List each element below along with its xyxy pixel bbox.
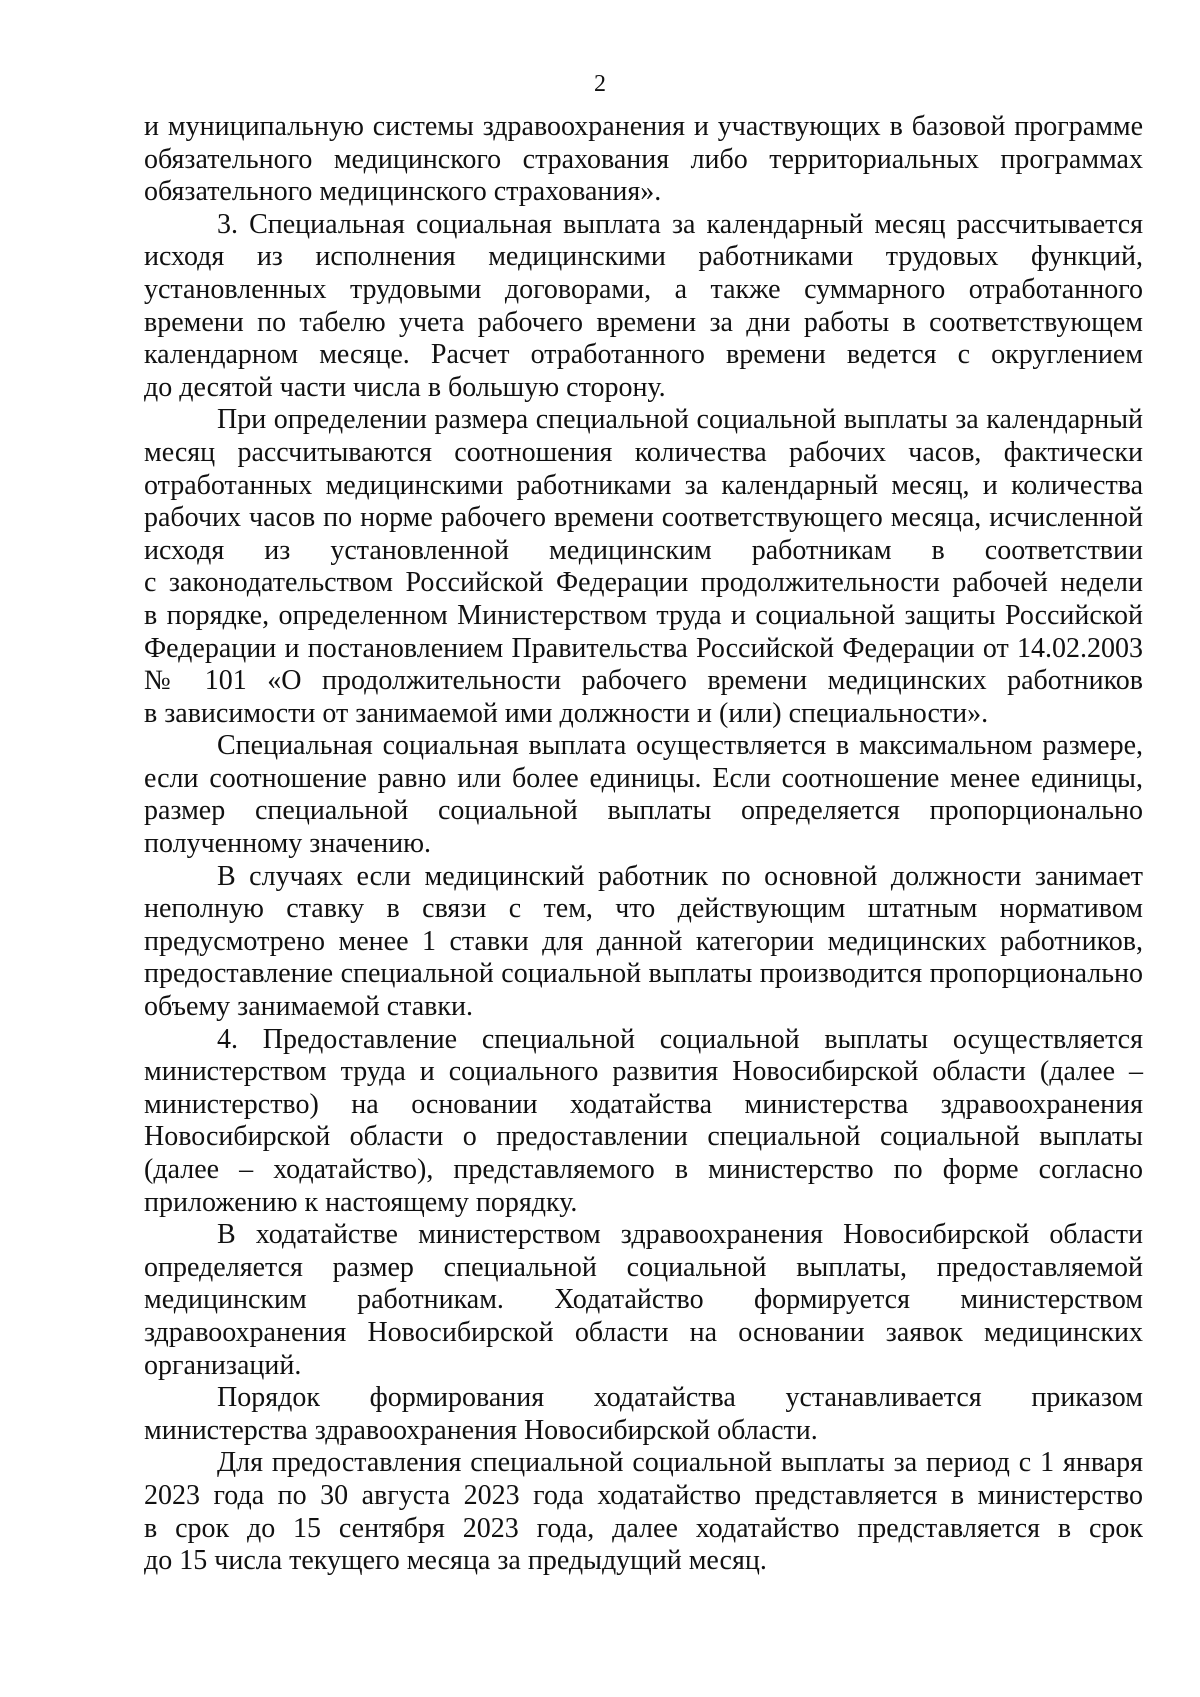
- text-line: в порядке, определенном Министерством труда и социальной защиты Российской: [144, 599, 1143, 631]
- text-line: в зависимости от занимаемой ими должности и (или) специальности».: [144, 697, 989, 729]
- text-line: приложению к настоящему порядку.: [144, 1186, 578, 1218]
- text-line: Специальная социальная выплата осуществляется в максимальном размере,: [217, 730, 1143, 762]
- text-line: если соотношение равно или более единицы. Если соотношение менее единицы,: [144, 762, 1143, 794]
- paragraph: [144, 209, 1143, 405]
- text-line: министерством труда и социального развития Новосибирской области (далее –: [144, 1056, 1143, 1088]
- text-line: отработанных медицинскими работниками за календарный месяц, и количества: [144, 469, 1143, 501]
- page-number: 2: [594, 71, 606, 97]
- text-line: В случаях если медицинский работник по основной должности занимает: [217, 860, 1143, 892]
- paragraph: [144, 1447, 1143, 1577]
- paragraph: [144, 1219, 1143, 1382]
- text-line: размер специальной социальной выплаты определяется пропорционально: [144, 795, 1143, 827]
- text-line: исходя из установленной медицинским работникам в соответствии: [144, 534, 1143, 566]
- text-line: предусмотрено менее 1 ставки для данной категории медицинских работников,: [144, 925, 1143, 957]
- text-line: 4. Предоставление специальной социальной выплаты осуществляется: [217, 1023, 1143, 1055]
- text-line: (далее – ходатайство), представляемого в министерство по форме согласно: [144, 1154, 1143, 1185]
- text-line: организаций.: [144, 1349, 302, 1381]
- paragraph: [144, 730, 1143, 860]
- text-line: 2023 года по 30 августа 2023 года ходатайство представляется в министерство: [144, 1479, 1143, 1511]
- paragraph: [144, 111, 1143, 209]
- text-line: 3. Специальная социальная выплата за календарный месяц рассчитывается: [217, 208, 1143, 240]
- document-body: [144, 111, 1143, 1578]
- text-line: времени по табелю учета рабочего времени за дни работы в соответствующем: [144, 306, 1143, 338]
- text-line: и муниципальную системы здравоохранения и участвующих в базовой программе: [144, 111, 1143, 142]
- text-line: месяц рассчитываются соотношения количества рабочих часов, фактически: [144, 436, 1143, 468]
- paragraph: [144, 1024, 1143, 1220]
- text-line: полученному значению.: [144, 828, 431, 860]
- text-line: исходя из исполнения медицинскими работниками трудовых функций,: [144, 241, 1143, 273]
- text-line: неполную ставку в связи с тем, что действующим штатным нормативом: [144, 893, 1143, 925]
- text-line: медицинским работникам. Ходатайство формируется министерством: [144, 1284, 1143, 1316]
- text-line: рабочих часов по норме рабочего времени соответствующего месяца, исчисленной: [144, 502, 1143, 534]
- text-line: в срок до 15 сентября 2023 года, далее ходатайство представляется в срок: [144, 1512, 1143, 1544]
- text-line: При определении размера специальной социальной выплаты за календарный: [217, 404, 1143, 436]
- text-line: здравоохранения Новосибирской области на основании заявок медицинских: [144, 1316, 1143, 1348]
- text-line: министерство) на основании ходатайства министерства здравоохранения: [144, 1088, 1143, 1120]
- text-line: Для предоставления специальной социальной выплаты за период с 1 января: [217, 1447, 1143, 1479]
- text-line: Новосибирской области о предоставлении специальной социальной выплаты: [144, 1121, 1143, 1153]
- text-line: Федерации и постановлением Правительства Российской Федерации от 14.02.2003: [144, 632, 1143, 664]
- text-line: определяется размер специальной социальной выплаты, предоставляемой: [144, 1251, 1143, 1283]
- text-line: до 15 числа текущего месяца за предыдущий месяц.: [144, 1545, 767, 1577]
- text-line: установленных трудовыми договорами, а также суммарного отработанного: [144, 273, 1143, 305]
- text-line: В ходатайстве министерством здравоохранения Новосибирской области: [217, 1219, 1143, 1251]
- text-line: обязательного медицинского страхования либо территориальных программах: [144, 143, 1143, 175]
- text-line: календарном месяце. Расчет отработанного времени ведется с округлением: [144, 339, 1143, 371]
- text-line: до десятой части числа в большую сторону.: [144, 371, 666, 403]
- text-line: обязательного медицинского страхования».: [144, 176, 662, 208]
- text-line: Порядок формирования ходатайства устанавливается приказом: [217, 1382, 1143, 1414]
- text-line: № 101 «О продолжительности рабочего времени медицинских работников: [144, 665, 1143, 697]
- text-line: предоставление специальной социальной выплаты производится пропорционально: [144, 958, 1143, 990]
- paragraph: [144, 861, 1143, 1024]
- text-line: объему занимаемой ставки.: [144, 991, 473, 1023]
- text-line: министерства здравоохранения Новосибирской области.: [144, 1414, 818, 1446]
- paragraph: [144, 1382, 1143, 1447]
- text-line: с законодательством Российской Федерации продолжительности рабочей недели: [144, 567, 1143, 599]
- paragraph: [144, 404, 1143, 730]
